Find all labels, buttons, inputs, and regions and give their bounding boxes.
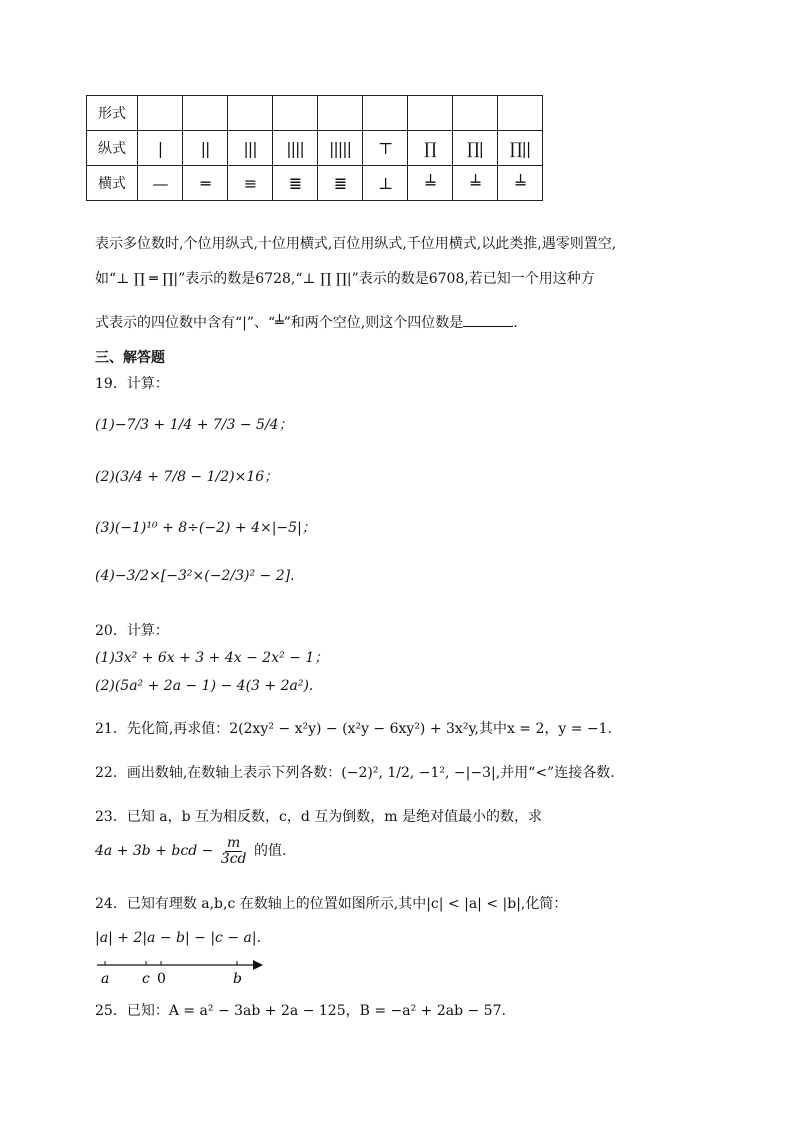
intro-line-3 bbox=[95, 312, 518, 332]
table-cell bbox=[318, 96, 363, 131]
intro-line-3c: . bbox=[513, 315, 518, 331]
q25-text: 25．已知：A = a² − 3ab + 2a − 125，B = −a² + 2ab − 57. bbox=[95, 1003, 506, 1019]
table-cell: ⊤ bbox=[363, 131, 408, 166]
table-cell: | bbox=[138, 131, 183, 166]
q23-tail: 的值. bbox=[253, 843, 287, 860]
row-header: 纵式 bbox=[87, 131, 138, 166]
table-cell: ∏|| bbox=[498, 131, 543, 166]
q19-part-4: (4)−3/2×[−3²×(−2/3)² − 2]. bbox=[95, 568, 295, 584]
q19-part-1: (1)−7/3 + 1/4 + 7/3 − 5/4； bbox=[95, 417, 293, 433]
label-b: b bbox=[233, 971, 242, 987]
table-row bbox=[87, 166, 543, 201]
label-zero: 0 bbox=[157, 971, 166, 987]
table-cell: ≣ bbox=[318, 166, 363, 201]
table-cell bbox=[453, 96, 498, 131]
table-cell: |||| bbox=[273, 131, 318, 166]
table-cell: ═ bbox=[183, 166, 228, 201]
intro-line-1: 表示多位数时,个位用纵式,十位用横式,百位用纵式,千位用横式,以此类推,遇零则置空, bbox=[95, 236, 617, 252]
q19-title: 19．计算： bbox=[95, 376, 169, 392]
label-a: a bbox=[101, 971, 110, 987]
table-cell bbox=[363, 96, 408, 131]
q23-line-1: 23．已知 a，b 互为相反数，c，d 互为倒数，m 是绝对值最小的数，求 bbox=[95, 809, 543, 825]
fraction-denominator: 3cd bbox=[220, 850, 247, 867]
table-cell bbox=[138, 96, 183, 131]
label-c: c bbox=[142, 971, 150, 987]
fraction-numerator: m bbox=[227, 835, 241, 851]
q22-text: 22．画出数轴,在数轴上表示下列各数：(−2)², 1/2, −1², −|−3|,并用“<”连接各数. bbox=[95, 765, 615, 781]
table-cell: || bbox=[183, 131, 228, 166]
table-cell: ╧ bbox=[453, 166, 498, 201]
intro-line-2: 如“⊥ ∏ ═ ∏|”表示的数是6728,“⊥ ∏ ∏|”表示的数是6708,若已知一个用这种方 bbox=[95, 271, 595, 287]
table-cell: ≣ bbox=[273, 166, 318, 201]
table-cell bbox=[498, 96, 543, 131]
table-cell: ||| bbox=[228, 131, 273, 166]
table-cell bbox=[408, 96, 453, 131]
table-row bbox=[87, 96, 543, 131]
table-cell: ∏| bbox=[453, 131, 498, 166]
q20-part-2: (2)(5a² + 2a − 1) − 4(3 + 2a²). bbox=[95, 678, 314, 694]
table-cell: ||||| bbox=[318, 131, 363, 166]
q19-part-2: (2)(3/4 + 7/8 − 1/2)×16； bbox=[95, 469, 279, 485]
q23-expression: 4a + 3b + bcd − bbox=[95, 843, 214, 860]
q20-part-1: (1)3x² + 6x + 3 + 4x − 2x² − 1； bbox=[95, 650, 329, 666]
table-cell: ╧ bbox=[498, 166, 543, 201]
intro-line-3b: ”和两个空位,则这个四位数是 bbox=[283, 315, 464, 331]
q23-fraction bbox=[219, 836, 249, 866]
rod-symbol: ╧ bbox=[275, 315, 284, 331]
table-cell: ∏ bbox=[408, 131, 453, 166]
axis-arrow-icon bbox=[253, 960, 263, 970]
table-cell: ╧ bbox=[408, 166, 453, 201]
row-header: 横式 bbox=[87, 166, 138, 201]
table-cell: ⊥ bbox=[363, 166, 408, 201]
section-title: 三、解答题 bbox=[95, 350, 165, 366]
row-header: 形式 bbox=[87, 96, 138, 131]
q21-text: 21．先化简,再求值：2(2xy² − x²y) − (x²y − 6xy²) + 3x²y,其中x = 2，y = −1. bbox=[95, 721, 613, 737]
counting-rod-table bbox=[86, 95, 543, 201]
table-cell: — bbox=[138, 166, 183, 201]
intro-line-3a: 式表示的四位数中含有“|”、“ bbox=[95, 315, 276, 331]
q24-line-2: |a| + 2|a − b| − |c − a|. bbox=[95, 930, 262, 946]
table-cell bbox=[183, 96, 228, 131]
answer-blank bbox=[463, 314, 513, 327]
number-line-figure bbox=[95, 955, 275, 987]
table-cell: ≡ bbox=[228, 166, 273, 201]
q23-line-2 bbox=[95, 836, 286, 866]
table-row bbox=[87, 131, 543, 166]
table-cell bbox=[228, 96, 273, 131]
q24-line-1: 24．已知有理数 a,b,c 在数轴上的位置如图所示,其中|c| < |a| < |b|,化简： bbox=[95, 896, 568, 912]
table-cell bbox=[273, 96, 318, 131]
q20-title: 20．计算： bbox=[95, 623, 169, 639]
q19-part-3: (3)(−1)¹⁰ + 8÷(−2) + 4×|−5|； bbox=[95, 520, 316, 536]
